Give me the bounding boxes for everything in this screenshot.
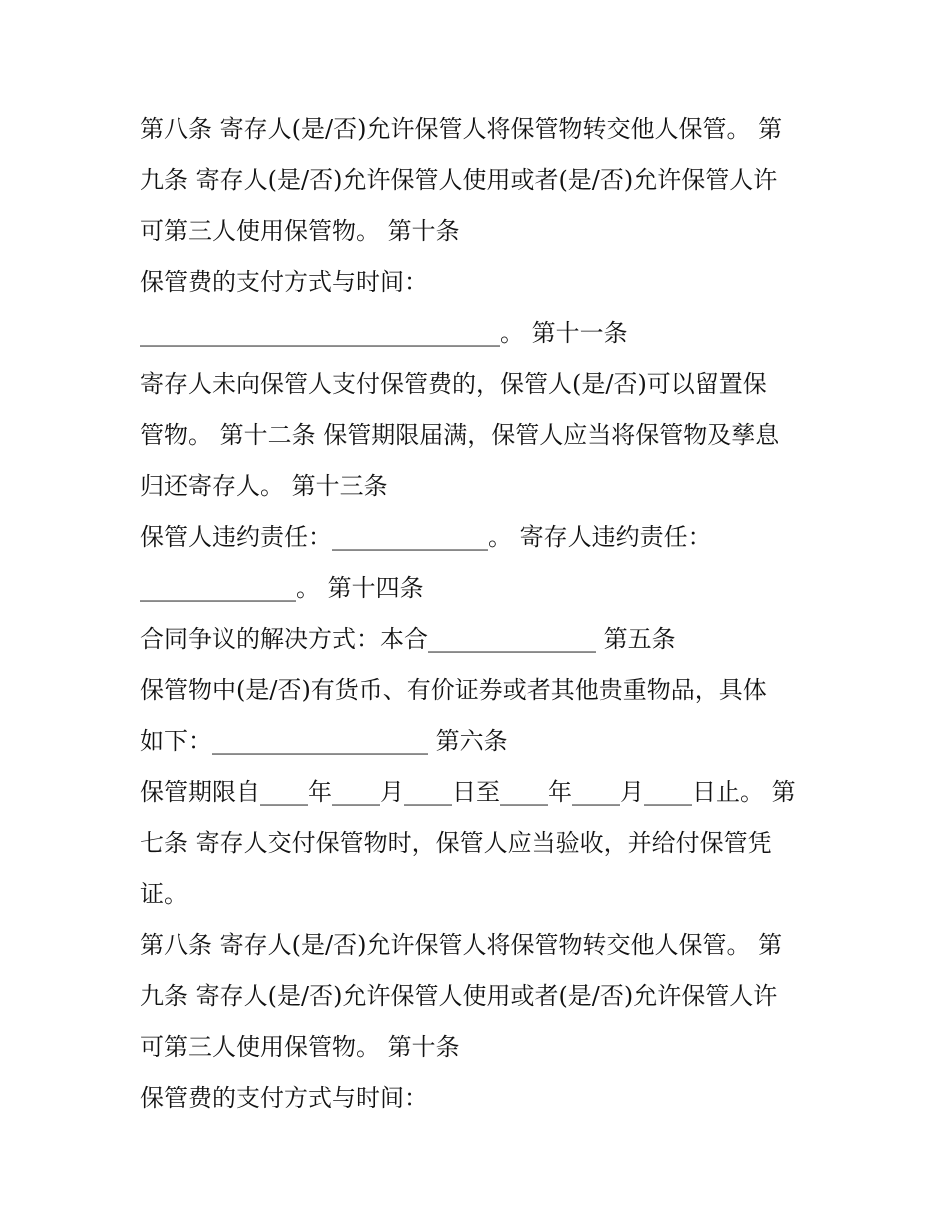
text-line: ______________________________。 第十一条 (140, 319, 628, 347)
document-body (140, 104, 820, 1124)
text-line: 合同争议的解决方式：本合______________ 第五条 (140, 625, 676, 653)
text-line: 证。 (140, 880, 188, 908)
text-line: 保管人违约责任：_____________。 寄存人违约责任： (140, 523, 712, 551)
text-line: 第八条 寄存人(是/否)允许保管人将保管物转交他人保管。 第 (140, 931, 783, 959)
text-line: 保管期限自____年____月____日至____年____月____日止。 第 (140, 778, 796, 806)
text-line: _____________。 第十四条 (140, 574, 424, 602)
text-line: 寄存人未向保管人支付保管费的，保管人(是/否)可以留置保 (140, 370, 767, 398)
text-line: 九条 寄存人(是/否)允许保管人使用或者(是/否)允许保管人许 (140, 982, 778, 1010)
text-line: 保管费的支付方式与时间： (140, 1084, 428, 1112)
text-line: 管物。 第十二条 保管期限届满，保管人应当将保管物及孳息 (140, 421, 780, 449)
text-line: 保管物中(是/否)有货币、有价证券或者其他贵重物品，具体 (140, 676, 767, 704)
text-line: 可第三人使用保管物。 第十条 (140, 1033, 460, 1061)
text-line: 第八条 寄存人(是/否)允许保管人将保管物转交他人保管。 第 (140, 115, 783, 143)
text-line: 保管费的支付方式与时间： (140, 268, 428, 296)
text-line: 七条 寄存人交付保管物时，保管人应当验收，并给付保管凭 (140, 829, 772, 857)
text-line: 九条 寄存人(是/否)允许保管人使用或者(是/否)允许保管人许 (140, 166, 778, 194)
text-line: 如下：__________________ 第六条 (140, 727, 508, 755)
text-line: 可第三人使用保管物。 第十条 (140, 217, 460, 245)
text-line: 归还寄存人。 第十三条 (140, 472, 388, 500)
